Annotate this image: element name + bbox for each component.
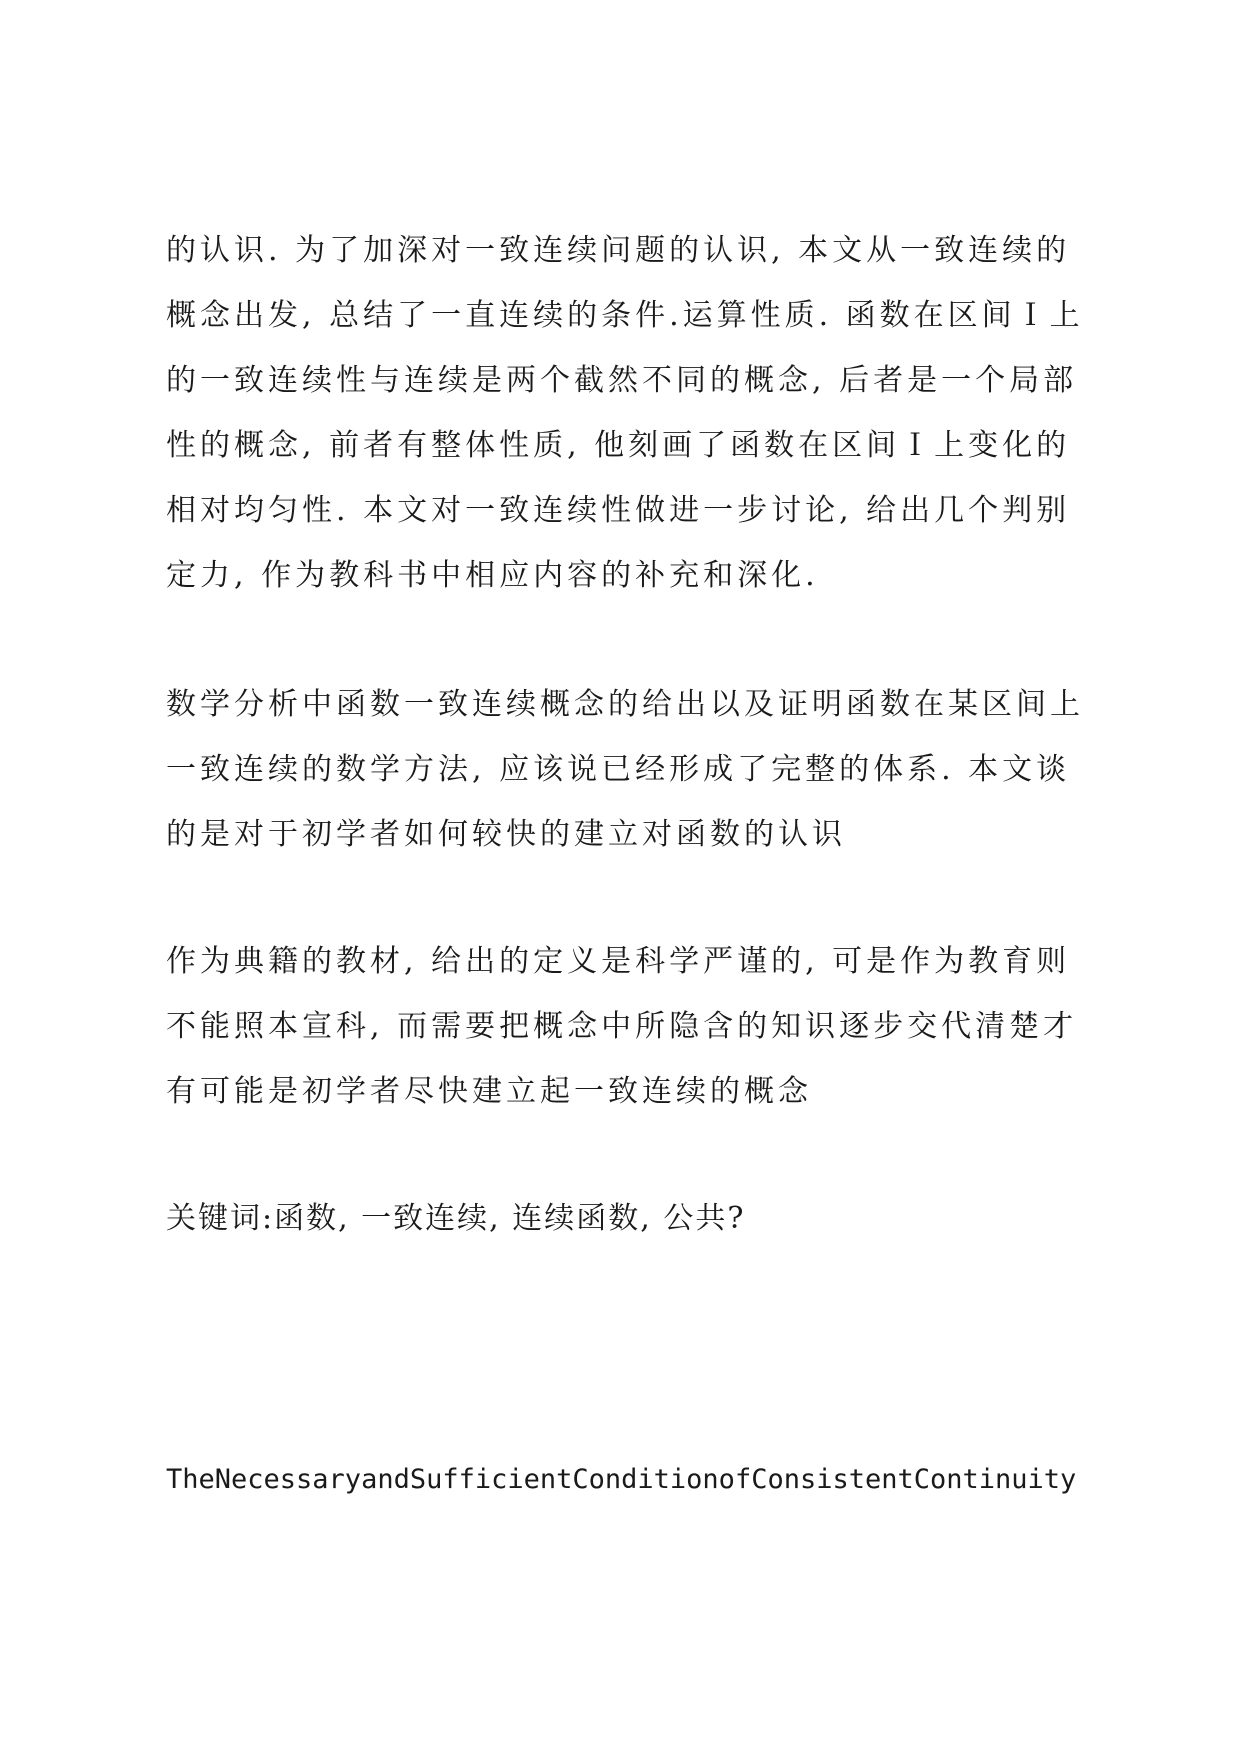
body-paragraph-method: 数学分析中函数一致连续概念的给出以及证明函数在某区间上一致连续的数学方法, 应该说已经形成了完整的体系. 本文谈的是对于初学者如何较快的建立对函数的认识: [166, 687, 1084, 852]
document-page: [166, 0, 1096, 1754]
body-paragraph-intro: 的认识. 为了加深对一致连续问题的认识, 本文从一致连续的概念出发, 总结了一直连续的条件.运算性质. 函数在区间Ｉ上的一致连续性与连续是两个截然不同的概念, 后者是一个局部性的概念, 前者有整体性质, 他刻画了函数在区间Ｉ上变化的相对均匀性. 本文对一致连续性做进一步讨论, 给出几个判别定力, 作为教科书中相应内容的补充和深化.: [166, 233, 1084, 593]
body-paragraph-teaching: 作为典籍的教材, 给出的定义是科学严谨的, 可是作为教育则不能照本宣科, 而需要把概念中所隐含的知识逐步交代清楚才有可能是初学者尽快建立起一致连续的概念: [166, 944, 1078, 1109]
keywords-line: 关键词:函数, 一致连续, 连续函数, 公共?: [166, 1201, 746, 1236]
english-title: TheNecessaryandSufficientConditionofConsistentContinuity: [166, 1464, 1077, 1495]
